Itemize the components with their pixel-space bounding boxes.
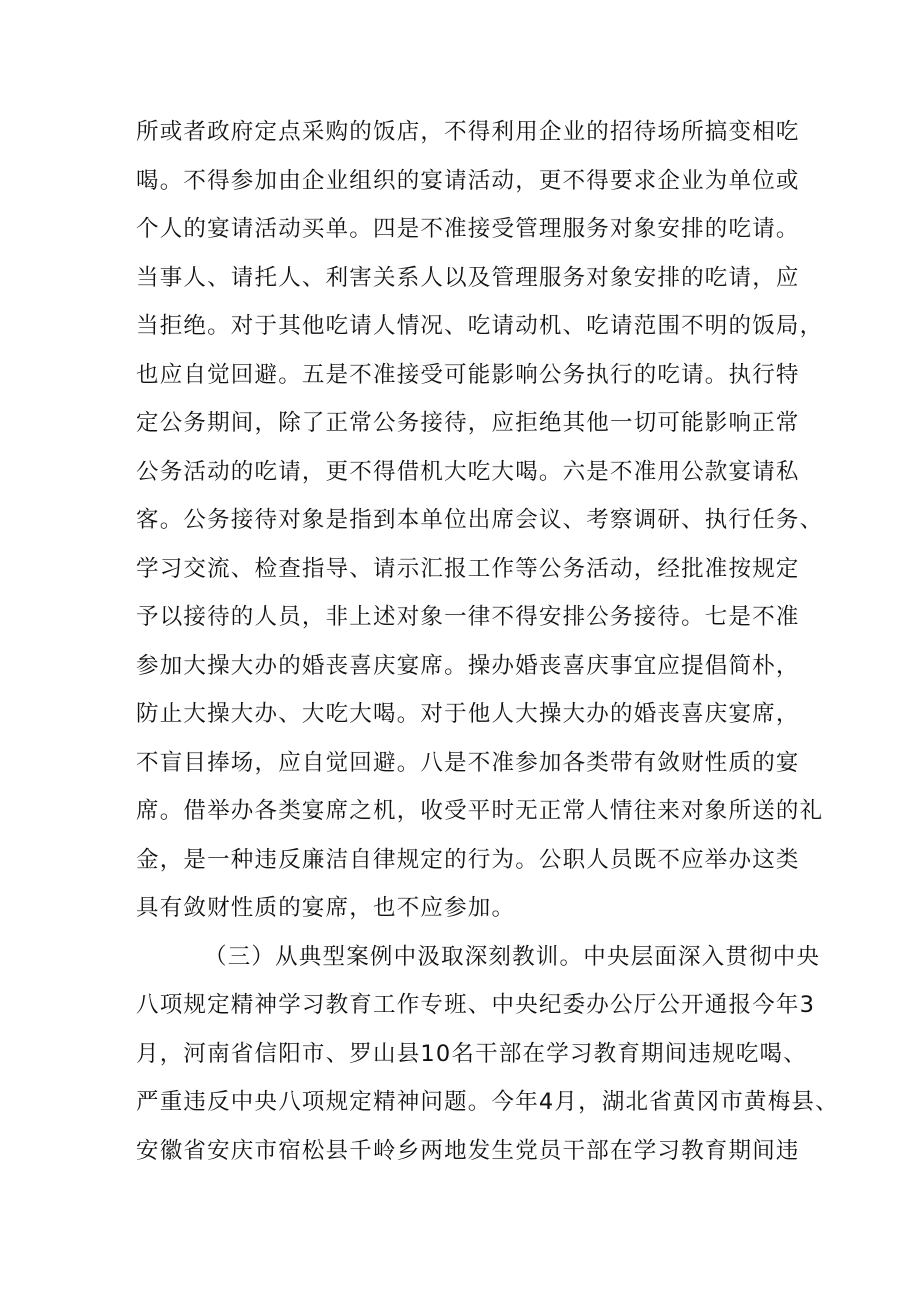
- paragraph-1-line-1: 所或者政府定点采购的饭店，不得利用企业的招待场所搞变相吃: [136, 119, 800, 145]
- paragraph-2-line-2: 八项规定精神学习教育工作专班、中央纪委办公厅公开通报今年3: [136, 992, 816, 1018]
- paragraph-1-line-13: 防止大操大办、大吃大喝。对于他人大操大办的婚丧喜庆宴席，: [136, 701, 800, 727]
- paragraph-1-line-12: 参加大操大办的婚丧喜庆宴席。操办婚丧喜庆事宜应提倡简朴，: [136, 652, 800, 679]
- paragraph-2-line-5: 安徽省安庆市宿松县千岭乡两地发生党员干部在学习教育期间违: [136, 1137, 800, 1164]
- paragraph-2-line-1: （三）从典型案例中汲取深刻教训。中央层面深入贯彻中央: [204, 943, 821, 970]
- paragraph-1-line-2: 喝。不得参加由企业组织的宴请活动，更不得要求企业为单位或: [136, 167, 800, 194]
- paragraph-1-line-10: 学习交流、检查指导、请示汇报工作等公务活动，经批准按规定: [136, 555, 800, 582]
- paragraph-1-line-11: 予以接待的人员，非上述对象一律不得安排公务接待。七是不准: [136, 604, 800, 630]
- paragraph-1-line-16: 金，是一种违反廉洁自律规定的行为。公职人员既不应举办这类: [136, 846, 800, 873]
- paragraph-1-line-4: 当事人、请托人、利害关系人以及管理服务对象安排的吃请，应: [136, 264, 800, 291]
- paragraph-1-line-15: 席。借举办各类宴席之机，收受平时无正常人情往来对象所送的礼: [136, 798, 824, 824]
- paragraph-1-line-9: 客。公务接待对象是指到本单位出席会议、考察调研、执行任务、: [136, 507, 824, 533]
- paragraph-1-line-8: 公务活动的吃请，更不得借机大吃大喝。六是不准用公款宴请私: [136, 458, 800, 485]
- paragraph-1-line-5: 当拒绝。对于其他吃请人情况、吃请动机、吃请范围不明的饭局，: [136, 313, 824, 339]
- paragraph-1-line-17: 具有敛财性质的宴席，也不应参加。: [136, 895, 516, 921]
- paragraph-1-line-3: 个人的宴请活动买单。四是不准接受管理服务对象安排的吃请。: [136, 216, 800, 242]
- paragraph-2-line-3: 月，河南省信阳市、罗山县10名干部在学习教育期间违规吃喝、: [136, 1040, 807, 1067]
- paragraph-1-line-7: 定公务期间，除了正常公务接待，应拒绝其他一切可能影响正常: [136, 410, 800, 436]
- paragraph-1-line-14: 不盲目捧场，应自觉回避。八是不准参加各类带有敛财性质的宴: [136, 749, 800, 776]
- paragraph-1-line-6: 也应自觉回避。五是不准接受可能影响公务执行的吃请。执行特: [136, 361, 800, 388]
- body-text: [136, 108, 839, 1175]
- paragraph-2-line-4: 严重违反中央八项规定精神问题。今年4月，湖北省黄冈市黄梅县、: [136, 1089, 839, 1115]
